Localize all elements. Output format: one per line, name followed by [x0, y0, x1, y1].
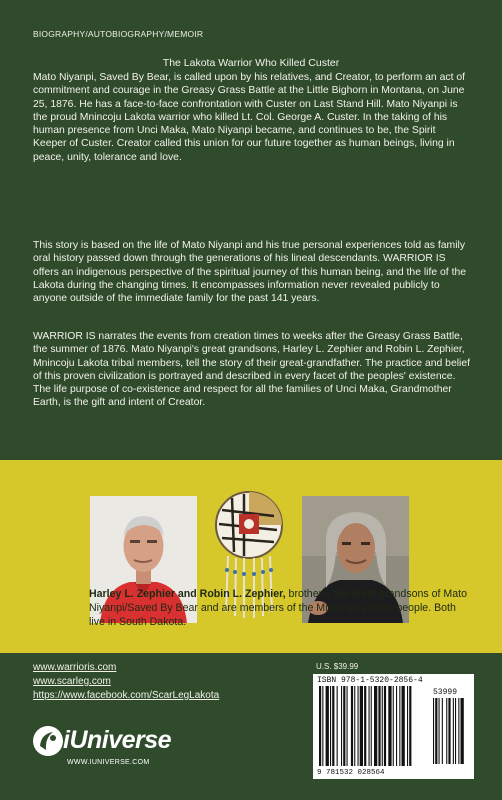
- category-label: BIOGRAPHY/AUTOBIOGRAPHY/MEMOIR: [33, 29, 204, 39]
- author-bio-text: brothers, are great-grandsons of Mato Niyanpi/Saved By Bear and are members of the Mnincoju Lakota people. Both live in South Dakota.: [89, 588, 467, 628]
- barcode-bar: [409, 686, 411, 766]
- description-paragraph: This story is based on the life of Mato Niyanpi and his true personal experiences told as family oral history passed down through the generations of his lineal descendants. WARRIOR IS offers an indigenous perspective of the spiritual journey of this human being, and the life of the Lakota during the changing times. It encompasses information never revealed publicly to anyone outside of the immediate family for the past 141 years.: [33, 240, 467, 305]
- iuniverse-swirl-icon: [31, 724, 65, 758]
- barcode-bar: [384, 686, 386, 766]
- barcode-bar: [326, 686, 329, 766]
- barcode: [313, 674, 474, 779]
- barcode-number: 9 781532 028564: [317, 769, 385, 777]
- barcode-bar: [347, 686, 348, 766]
- barcode-bar: [371, 686, 372, 766]
- website-link-warrioris[interactable]: www.warrioris.com: [33, 662, 117, 673]
- addon-barcode-bar: [461, 698, 464, 764]
- barcode-bar: [343, 686, 345, 766]
- addon-barcode-bar: [433, 698, 434, 764]
- barcode-bar: [360, 686, 363, 766]
- barcode-bar: [337, 686, 338, 766]
- description-paragraph: WARRIOR IS narrates the events from creation times to weeks after the Greasy Grass Battle, the summer of 1876. Mato Niyanpi's great grandsons, Harley L. Zephier and Robin L. Zephier, Mnincoju Lakota tribal members, tell the story of their great-grandfather. The practice and belief of this proven civilization is portrayed and described in every facet of the peoples' existence. The life purpose of co-existence and respect for all the families of Unci Maka, Grandmother Earth, is the gift and intent of Creator.: [33, 331, 471, 409]
- barcode-bar: [399, 686, 400, 766]
- addon-barcode-bar: [448, 698, 450, 764]
- author-panel: [0, 460, 502, 653]
- isbn-label: ISBN 978-1-5320-2856-4: [317, 676, 423, 685]
- publisher-url: WWW.IUNIVERSE.COM: [67, 759, 150, 766]
- barcode-bar: [396, 686, 397, 766]
- barcode-bars: [317, 686, 470, 768]
- barcode-bar: [341, 686, 342, 766]
- barcode-bar: [388, 686, 391, 766]
- addon-barcode-bar: [435, 698, 437, 764]
- barcode-bar: [382, 686, 383, 766]
- book-subtitle: The Lakota Warrior Who Killed Custer: [162, 57, 340, 69]
- barcode-bar: [319, 686, 321, 766]
- author-bio: [89, 587, 469, 629]
- addon-barcode-bar: [442, 698, 443, 764]
- addon-barcode-bar: [453, 698, 454, 764]
- website-link-scarleg[interactable]: www.scarleg.com: [33, 676, 111, 687]
- addon-barcode-bar: [439, 698, 440, 764]
- addon-number: 53999: [433, 688, 458, 697]
- addon-barcode-bar: [455, 698, 456, 764]
- barcode-bar: [369, 686, 370, 766]
- addon-barcode-bar: [458, 698, 459, 764]
- barcode-bar: [378, 686, 380, 766]
- barcode-bar: [358, 686, 359, 766]
- barcode-bar: [351, 686, 353, 766]
- addon-barcode-bar: [446, 698, 447, 764]
- barcode-bar: [402, 686, 405, 766]
- publisher-logo: [31, 720, 221, 780]
- barcode-bar: [374, 686, 377, 766]
- barcode-bar: [407, 686, 408, 766]
- publisher-panel: [0, 653, 502, 800]
- barcode-bar: [354, 686, 355, 766]
- publisher-name: iUniverse: [63, 726, 172, 754]
- barcode-bar: [393, 686, 394, 766]
- description-paragraph: Mato Niyanpi, Saved By Bear, is called upon by his relatives, and Creator, to perform an act of commitment and courage in the Greasy Grass Battle at the Little Bighorn in Montana, on June 25, 1876. He has a face-to-face confrontation with Custer on Last Stand Hill. Mato Niyanpi is the proud Mnincoju Lakota warrior who killed Lt. Col. George A. Custer. In the taking of his human presence from Unci Maka, Mato Niyanpi became, and continues to be, the Spirit Keeper of Custer. Creator called this union for our future together as human beings, living in peace, unity, tolerance and love.: [33, 72, 466, 163]
- barcode-bar: [332, 686, 334, 766]
- price-label: U.S. $39.99: [316, 662, 359, 671]
- facebook-link[interactable]: https://www.facebook.com/ScarLegLakota: [33, 690, 220, 701]
- author-names: Harley L. Zephier and Robin L. Zephier,: [89, 588, 286, 600]
- barcode-bar: [330, 686, 331, 766]
- barcode-bar: [322, 686, 323, 766]
- barcode-bar: [364, 686, 366, 766]
